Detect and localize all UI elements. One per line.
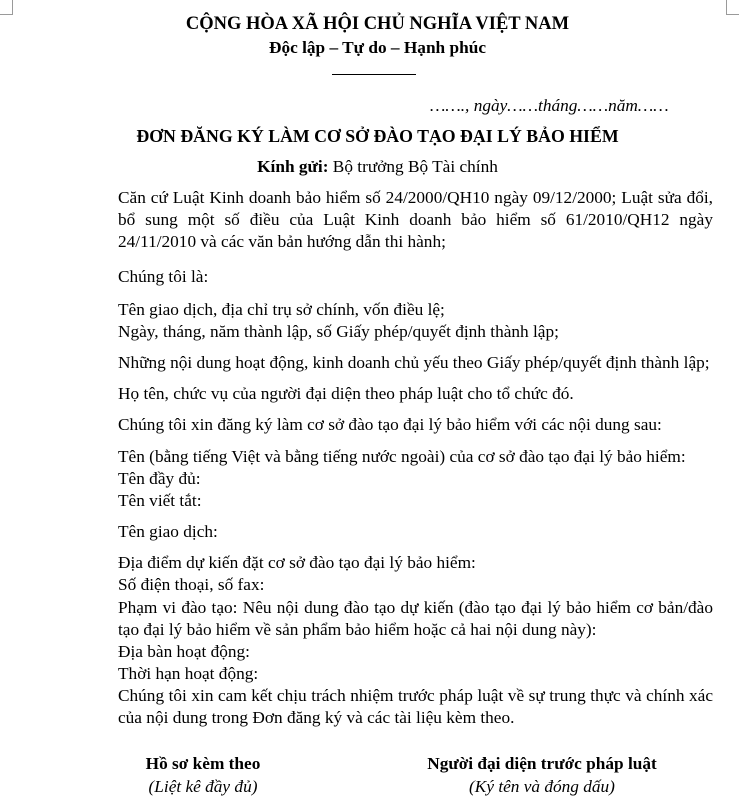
legal-basis-line-2: bổ sung một số điều của Luật Kinh doanh bảo hiểm số 61/2010/QH12 ngày [118, 210, 713, 229]
signer-title: Người đại diện trước pháp luật [427, 754, 657, 773]
recipient-line [0, 156, 755, 178]
commitment-line-1: Chúng tôi xin cam kết chịu trách nhiệm trước pháp luật về sự trung thực và chính xác [118, 686, 713, 705]
legal-basis-line-3: 24/11/2010 và các văn bản hướng dẫn thi hành; [118, 232, 446, 251]
commitment-line-2: của nội dung trong Đơn đăng ký và các tài liệu kèm theo. [118, 708, 515, 727]
date-line: ……., ngày……tháng……năm…… [430, 96, 669, 115]
recipient-value: Bộ trưởng Bộ Tài chính [332, 157, 498, 176]
document-title: ĐƠN ĐĂNG KÝ LÀM CƠ SỞ ĐÀO TẠO ĐẠI LÝ BẢO HIỂM [136, 126, 619, 146]
area-line: Địa bàn hoạt động: [118, 642, 250, 661]
training-scope-line-1: Phạm vi đào tạo: Nêu nội dung đào tạo dự kiến (đào tạo đại lý bảo hiểm cơ bản/đào [118, 598, 713, 617]
phone-fax-line: Số điện thoại, số fax: [118, 575, 265, 594]
training-scope-line-2: tạo đại lý bảo hiểm về sản phẩm bảo hiểm hoặc cả hai nội dung này): [118, 620, 597, 639]
signer-note: (Ký tên và đóng dấu) [469, 777, 615, 796]
company-info-line-1: Tên giao dịch, địa chỉ trụ sở chính, vốn điều lệ; [118, 300, 445, 319]
attachments-note: (Liệt kê đầy đủ) [148, 777, 258, 796]
short-name-line: Tên viết tắt: [118, 491, 202, 510]
motto-underline [332, 74, 416, 75]
name-intro-line: Tên (bằng tiếng Việt và bằng tiếng nước ngoài) của cơ sở đào tạo đại lý bảo hiểm: [118, 447, 686, 466]
legal-basis-line-1: Căn cứ Luật Kinh doanh bảo hiểm số 24/2000/QH10 ngày 09/12/2000; Luật sửa đổi, [118, 188, 713, 207]
business-scope-line: Những nội dung hoạt động, kinh doanh chủ yếu theo Giấy phép/quyết định thành lập; [118, 353, 710, 372]
full-name-line: Tên đầy đủ: [118, 469, 201, 488]
nation-title: CỘNG HÒA XÃ HỘI CHỦ NGHĨA VIỆT NAM [185, 14, 570, 34]
duration-line: Thời hạn hoạt động: [118, 664, 259, 683]
register-intro-line: Chúng tôi xin đăng ký làm cơ sở đào tạo đại lý bảo hiểm với các nội dung sau: [118, 415, 662, 434]
location-line: Địa điểm dự kiến đặt cơ sở đào tạo đại lý bảo hiểm: [118, 553, 476, 572]
company-info-line-2: Ngày, tháng, năm thành lập, số Giấy phép/quyết định thành lập; [118, 322, 559, 341]
representative-line: Họ tên, chức vụ của người đại diện theo pháp luật cho tổ chức đó. [118, 384, 574, 403]
recipient-label: Kính gửi: [257, 157, 329, 176]
we-are-line: Chúng tôi là: [118, 267, 209, 286]
national-motto: Độc lập – Tự do – Hạnh phúc [268, 38, 486, 57]
trade-name-line: Tên giao dịch: [118, 522, 218, 541]
attachments-title: Hồ sơ kèm theo [145, 754, 261, 773]
